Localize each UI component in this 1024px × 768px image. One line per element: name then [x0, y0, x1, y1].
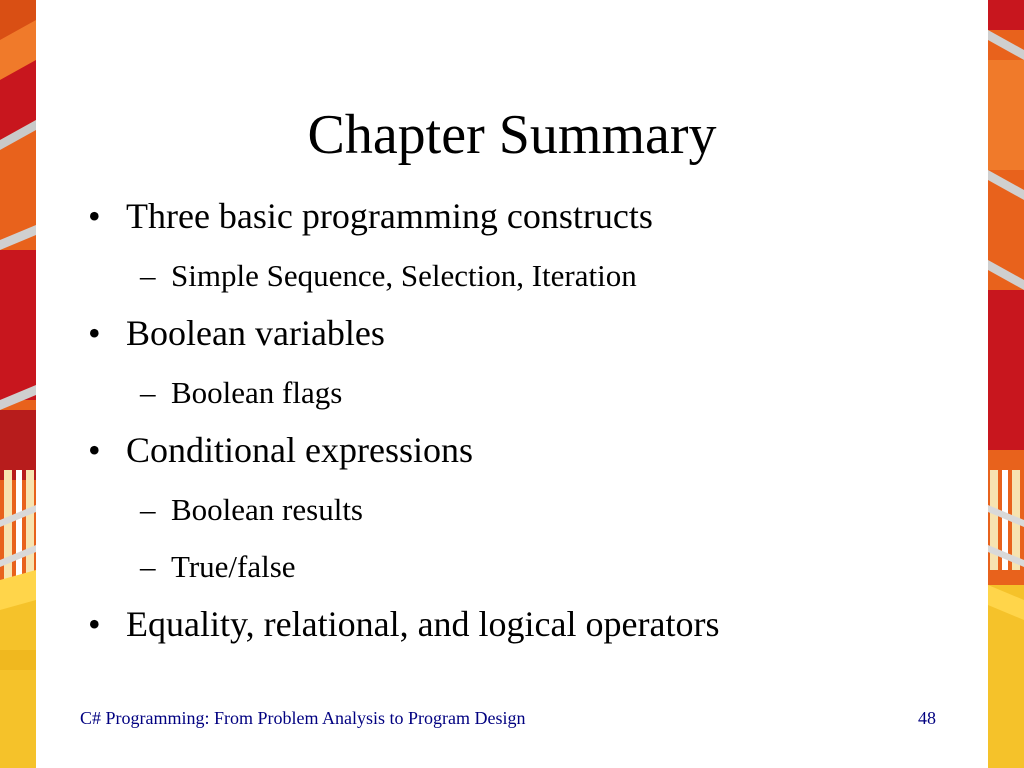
dash-marker: – [140, 258, 156, 293]
slide [36, 0, 988, 768]
bullet-marker: • [88, 604, 101, 644]
bullet-text: Equality, relational, and logical operators [126, 604, 720, 644]
right-decorative-strip [988, 0, 1024, 768]
sub-bullet-item [88, 375, 719, 411]
sub-bullet-item [88, 549, 719, 585]
bullet-text: Simple Sequence, Selection, Iteration [171, 258, 637, 293]
bullet-list [88, 195, 719, 645]
bullet-item [88, 312, 719, 354]
bullet-marker: • [88, 196, 101, 236]
dash-marker: – [140, 549, 156, 584]
slide-title: Chapter Summary [307, 104, 717, 166]
page-number: 48 [918, 708, 936, 728]
bullet-marker: • [88, 313, 101, 353]
bullet-text: Conditional expressions [126, 430, 473, 470]
bullet-text: Three basic programming constructs [126, 196, 653, 236]
dash-marker: – [140, 492, 156, 527]
bullet-text: Boolean variables [126, 313, 385, 353]
bullet-text: Boolean results [171, 492, 363, 527]
bullet-text: Boolean flags [171, 375, 343, 410]
dash-marker: – [140, 375, 156, 410]
left-decorative-strip [0, 0, 36, 768]
bullet-marker: • [88, 430, 101, 470]
bullet-item [88, 429, 719, 471]
building-facade-image [988, 0, 1024, 768]
sub-bullet-item [88, 492, 719, 528]
bullet-text: True/false [171, 549, 296, 584]
footer-course-title: C# Programming: From Problem Analysis to Program Design [80, 708, 526, 728]
building-facade-image [0, 0, 36, 768]
bullet-item [88, 603, 719, 645]
sub-bullet-item [88, 258, 719, 294]
bullet-item [88, 195, 719, 237]
